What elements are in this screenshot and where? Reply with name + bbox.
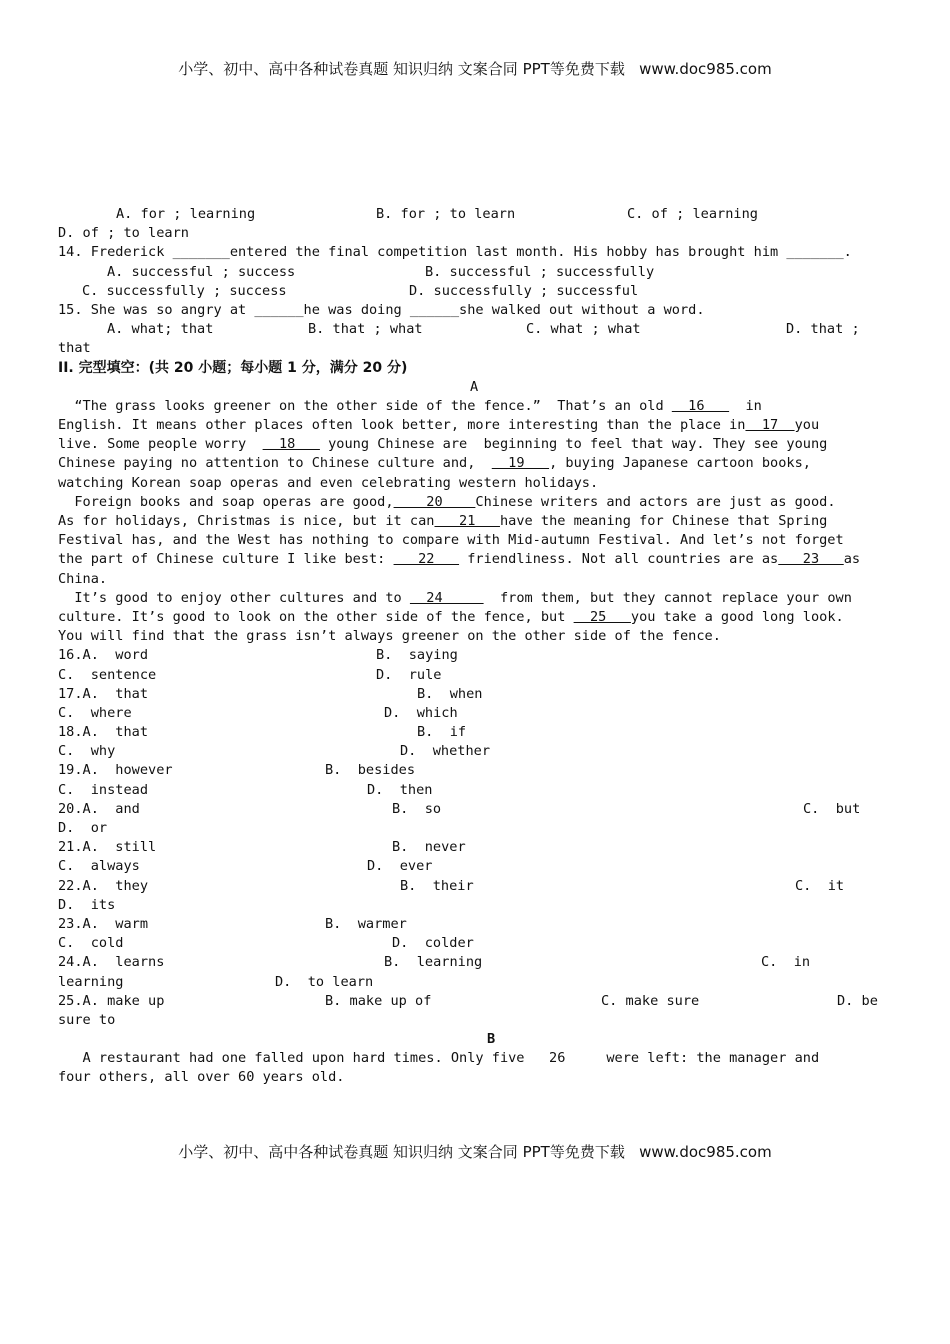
passage-a-line: watching Korean soap operas and even celebrating western holidays. [58,474,599,491]
q15-option-a: A. what; that [107,321,214,338]
passage-a-line: Festival has, and the West has nothing to compare with Mid-autumn Festival. And let’s not forget [58,532,844,549]
blank-22: 22 [393,551,460,568]
choice-row: 21.A. still B. never [58,839,466,856]
passage-b-line: A restaurant had one falled upon hard times. Only five 26 were left: the manager and [58,1050,820,1067]
q13-option-c: C. of ; learning [627,206,758,222]
choice-row: C. always D. ever [58,858,433,875]
blank-24: 24 [409,589,484,606]
blank-18: 18 [262,436,320,453]
blank-23: 23 [778,551,844,568]
choice-row: C. instead D. then [58,781,433,798]
q13-option-b: B. for ; to learn [376,206,516,222]
blank-21: 21 [434,513,500,529]
passage-a-line: Chinese paying no attention to Chinese culture and, 19 , buying Japanese cartoon books, [58,455,811,472]
choice-row: 16.A. word B. saying [58,647,458,664]
q14-option-d: D. successfully ; successful [409,282,639,299]
q15-option-c: C. what ; what [526,321,641,338]
q14-option-c: C. successfully ; success [82,282,287,299]
page-footer: 小学、初中、高中各种试卷真题 知识归纳 文案合同 PPT等免费下载 www.doc985.com [178,1143,772,1161]
q15-option-d-cont: that [58,340,91,357]
q13-option-d-row [58,224,894,243]
passage-a-line: Foreign books and soap operas are good, 20 Chinese writers and actors are just as good. [58,493,836,510]
passage-a-line: You will find that the grass isn’t always greener on the other side of the fence. [58,628,721,645]
passage-a-line: It’s good to enjoy other cultures and to 24 from them, but they cannot replace your own [58,589,852,606]
blank-20: 20 [393,493,476,510]
choice-row: C. sentence D. rule [58,666,442,683]
q13-option-d: D. of ; to learn [58,225,189,242]
q14-options-row-2 [58,282,894,301]
document-body [58,205,894,1088]
choice-row: 17.A. that B. when [58,685,483,702]
q14-option-a: A. successful ; success [107,263,296,280]
q14-stem: 14. Frederick _______entered the final competition last month. His hobby has brought him _______. [58,244,852,261]
q15-options-row [58,320,894,339]
q13-options-row [58,205,894,224]
q13-option-a: A. for ; learning [116,206,256,222]
choice-row: D. its [58,896,116,913]
passage-a-line: China. [58,570,108,587]
passage-a-line: live. Some people worry 18 young Chinese are beginning to feel that way. They see young [58,436,828,453]
q14-option-b: B. successful ; successfully [425,263,655,280]
passage-a-letter: A [470,378,479,395]
passage-a-line: “The grass looks greener on the other side of the fence.” That’s an old 16 in [58,397,762,414]
passage-b-letter: B [487,1031,496,1048]
blank-17: 17 [745,417,795,434]
choice-row: 25.A. make up B. make up of C. make sure D. be [58,992,878,1009]
passage-a-line: As for holidays, Christmas is nice, but it can 21 have the meaning for Chinese that Spring [58,513,828,529]
choice-row: C. where D. which [58,704,458,721]
choice-row: C. cold D. colder [58,935,474,952]
passage-a-line: the part of Chinese culture I like best: 22 friendliness. Not all countries are as 23 as [58,551,861,568]
page-header: 小学、初中、高中各种试卷真题 知识归纳 文案合同 PPT等免费下载 www.doc985.com [178,60,772,78]
choice-row: sure to [58,1011,116,1028]
blank-19: 19 [491,455,550,472]
q15-stem: 15. She was so angry at ______he was doing ______she walked out without a word. [58,301,705,318]
choice-row: 23.A. warm B. warmer [58,915,407,932]
blank-16: 16 [671,397,730,414]
choice-row: 24.A. learns B. learning C. in [58,954,811,971]
choice-row: 22.A. they B. their C. it [58,877,845,894]
choice-row: 20.A. and B. so C. but [58,800,861,817]
choice-row: 19.A. however B. besides [58,762,416,779]
choice-row: 18.A. that B. if [58,724,467,741]
q15-option-b: B. that ; what [308,321,423,338]
passage-a-line: culture. It’s good to look on the other side of the fence, but 25 you take a good long look. [58,608,844,625]
section-2-heading: II. 完型填空：(共 20 小题；每小题 1 分，满分 20 分) [58,359,408,376]
passage-a-line: English. It means other places often look better, more interesting than the place in 17 you [58,417,820,434]
choice-row: D. or [58,820,108,836]
q15-option-d: D. that ; [786,321,860,338]
q14-options-row-1 [58,263,894,282]
choice-row: learning D. to learn [58,973,374,990]
passage-b-line: four others, all over 60 years old. [58,1069,345,1086]
choice-row: C. why D. whether [58,743,491,760]
blank-25: 25 [573,608,631,625]
